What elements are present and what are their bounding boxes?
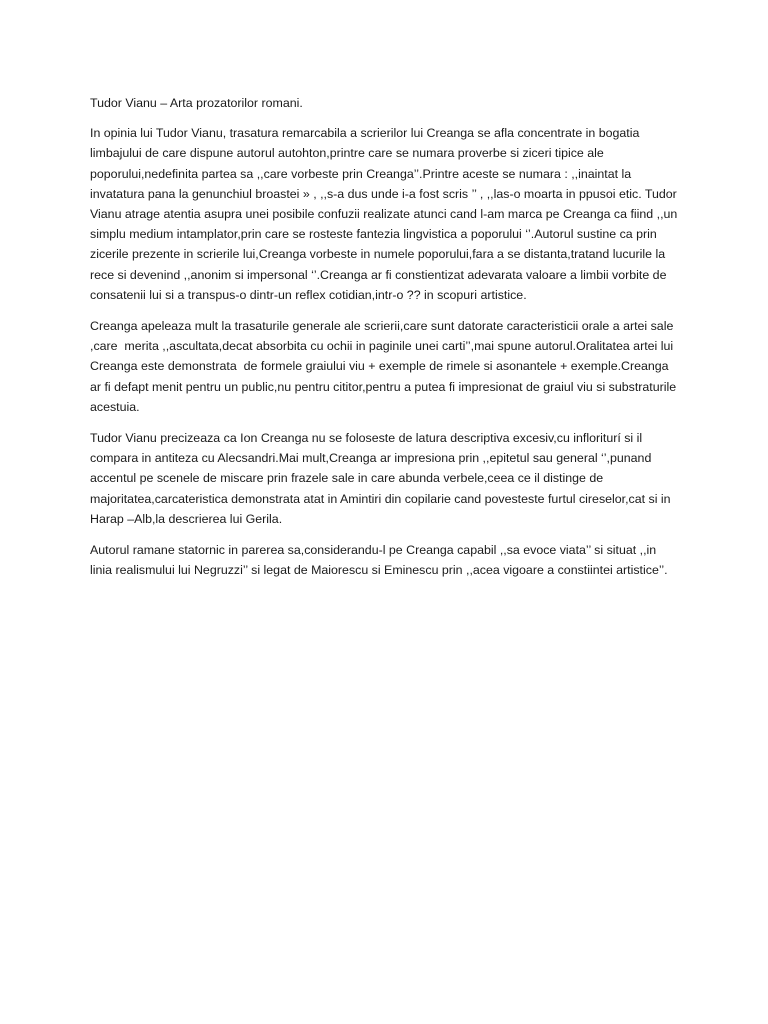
paragraph-3: Tudor Vianu precizeaza ca Ion Creanga nu se foloseste de latura descriptiva excesiv,cu infloriturí si il compara in antiteza cu Alecsandri.Mai mult,Creanga ar impresiona prin ,,epitetul sau general ‘’,punand accentul pe scenele de miscare prin frazele sale in care abunda verbele,ceea ce il distinge de majoritatea,carcateristica demonstrata atat in Amintiri din copilarie cand povesteste furtul cireselor,cat si in Harap –Alb,la descrierea lui Gerila.	[90, 431, 675, 526]
document-title: Tudor Vianu – Arta prozatorilor romani.	[90, 96, 303, 110]
paragraph-1: In opinia lui Tudor Vianu, trasatura remarcabila a scrierilor lui Creanga se afla concentrate in bogatia limbajului de care dispune autorul autohton,printre care se numara proverbe si ziceri tipice ale poporului,nedefinita partea sa ,,care vorbeste prin Creanga’’.Printre aceste se numara : ,,inaintat la invatatura pana la genunchiul broastei » , ,,s-a dus unde i-a fost scris ’’ , ,,las-o moarta in ppusoi etic. Tudor Vianu atrage atentia asupra unei posibile confuzii realizate atunci cand l-am marca pe Creanga ca fiind ,,un simplu medium intamplator,prin care se rosteste fantezia lingvistica a poporului ‘’.Autorul sustine ca prin zicerile prezente in scrierile lui,Creanga vorbeste in numele poporului,fara a se distanta,tratand lucurile la rece si devenind ,,anonim si impersonal ‘’.Creanga ar fi constientizat adevarata valoare a limbii vorbite de consatenii lui si a transpus-o dintr-un reflex cotidian,intr-o ?? in scopuri artistice.	[90, 126, 681, 302]
document-body	[90, 93, 680, 591]
paragraph-2: Creanga apeleaza mult la trasaturile generale ale scrierii,care sunt datorate caracteristicii orale a artei sale ,care merita ,,ascultata,decat absorbita cu ochii in paginile unei carti’’,mai spune autorul.Oralitatea artei lui Creanga este demonstrata de formele graiului viu + exemple de rimele si asonantele + exemple.Creanga ar fi defapt menit pentru un public,nu pentru cititor,pentru a putea fi impresionat de graiul viu si substraturile acestuia.	[90, 319, 680, 414]
paragraph-4: Autorul ramane statornic in parerea sa,considerandu-l pe Creanga capabil ,,sa evoce viata’’ si situat ,,in linia realismului lui Negruzzi’’ si legat de Maiorescu si Eminescu prin ,,acea vigoare a constiintei artistice’’.	[90, 543, 668, 578]
